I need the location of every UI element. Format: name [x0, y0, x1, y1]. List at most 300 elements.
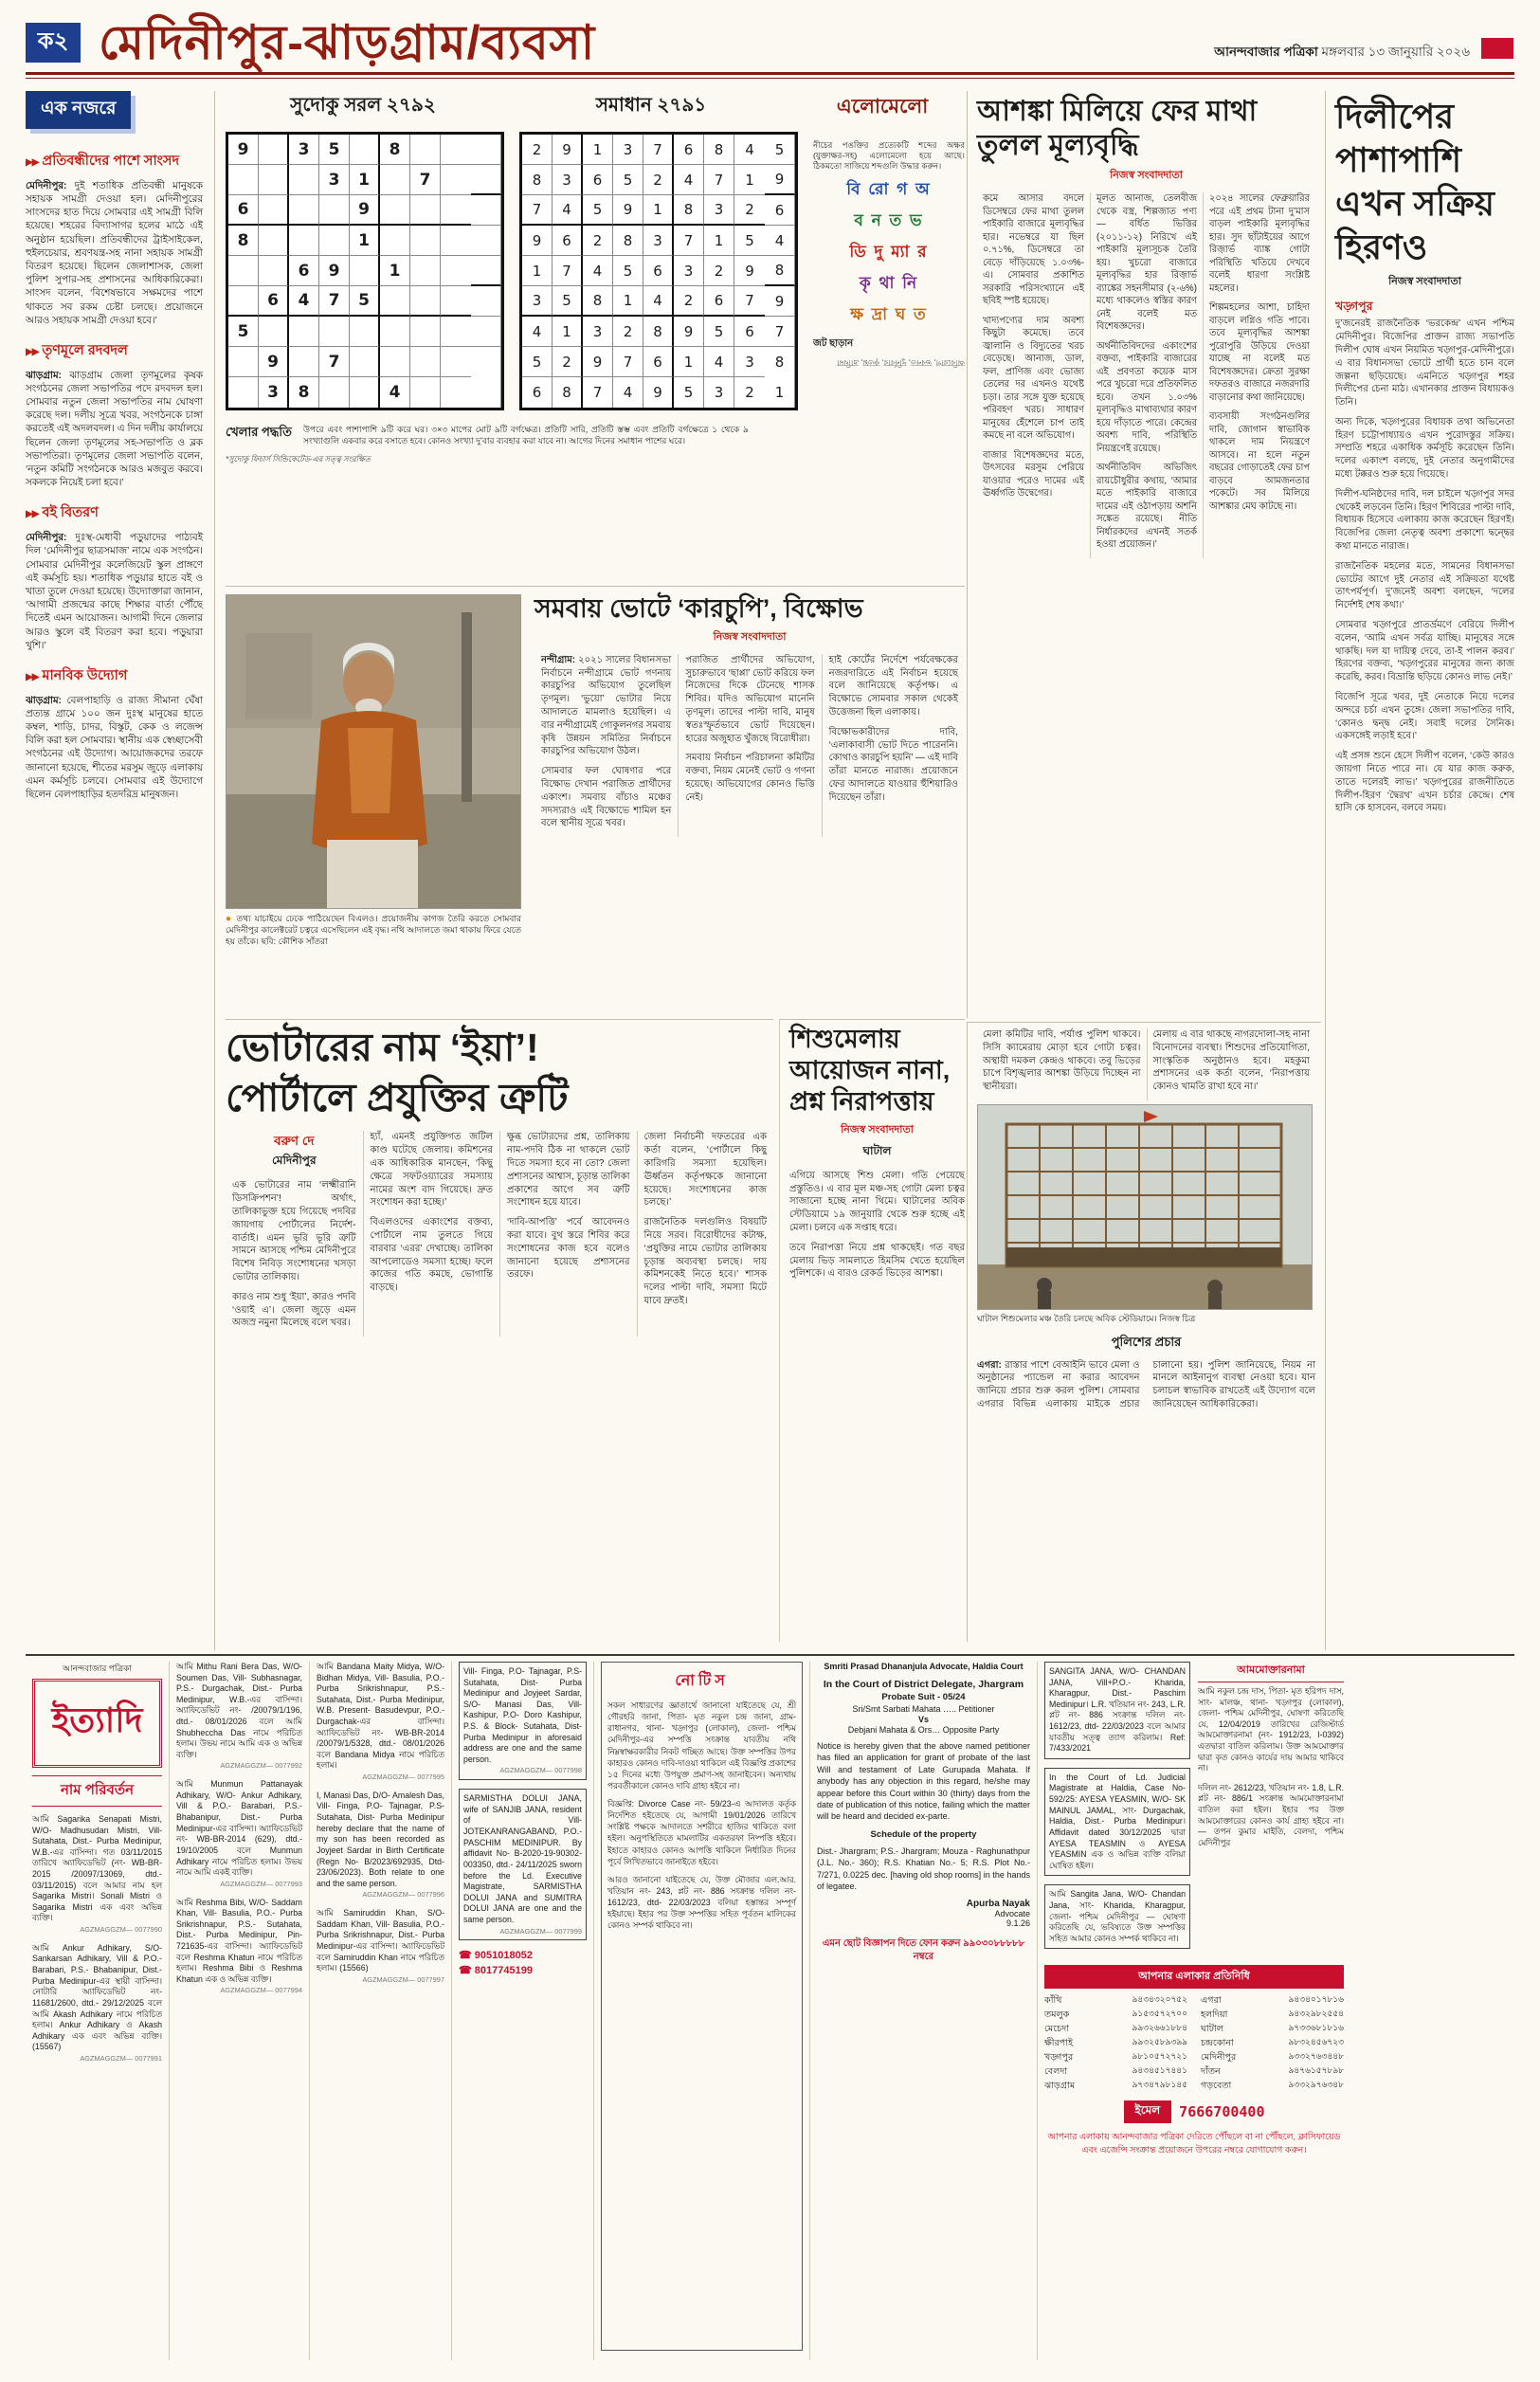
area-name: এগরা: [1201, 1995, 1222, 2007]
sudoku-title: সুদোকু সরল ২৭৯২: [290, 95, 436, 116]
sudoku-solution-cell: 8: [583, 286, 613, 317]
body-paragraph: সোমবার ফল ঘোষণার পরে বিক্ষোভ দেখান পরাজিত প্রার্থীদের একাংশ। সমবায় বাঁচাও মঞ্চের সদস্যরাও এই বিক্ষোভে শামিল হন বলে স্থানীয় সূত্রে খবর।: [541, 766, 672, 829]
sudoku-cell: [441, 135, 471, 165]
sudoku-cell: [441, 286, 471, 317]
dilip-byline: নিজস্ব সংবাদদাতা: [1388, 276, 1461, 288]
area-name: হলদিয়া: [1201, 2009, 1228, 2021]
voter-headline-line2: পোর্টালে প্রযুক্তির ত্রুটি: [226, 1075, 569, 1119]
sudoku-solution-cell: 8: [522, 165, 553, 195]
sudoku-cell: [319, 377, 350, 408]
sudoku-cell: [350, 135, 380, 165]
brief-body: মেদিনীপুর: দুঃস্থ-মেধাবী পড়ুয়াদের পাঠ্যবই দিল ‘মেদিনীপুর ছাত্রসমাজ’ নামে এক সংগঠন। সোমবার মেদিনীপুর কলেজিয়েট স্কুল প্রাঙ্গণে এই কর্মসূচি হয়। শতাধিক পড়ুয়ার হাতে বই ও খাতা তুলে দেওয়া হয়েছে। উদ্যোক্তারা জানান, ‘আগামী প্রজন্মের কাছে শিক্ষার বার্তা পৌঁছে দিতেই এমন আয়োজন। আগামী দিনে জেলার আরও স্কুলে বই বিতরণ করা হবে। পড়ুয়ারা খুশি।’: [26, 533, 203, 651]
sudoku-cell: [289, 317, 319, 347]
voter-article: [226, 1019, 773, 1642]
brief-item: [26, 154, 203, 328]
classified-brand: ইত্যাদি: [32, 1679, 162, 1768]
sudoku-solution-cell: 9: [734, 256, 765, 286]
area-name: ঘাটাল: [1201, 2024, 1223, 2035]
contact-row: [1044, 2100, 1344, 2123]
directory-row: [1044, 1994, 1187, 2009]
sudoku-credit: *সুদোকু ফিচার্স সিন্ডিকেটেড-এর সত্ত্ব সংরক্ষিত: [226, 455, 371, 464]
court-notice-column: [810, 1662, 1038, 2360]
body-paragraph: অন্য দিকে, খড়্গপুরের বিধায়ক তথা অভিনেতা হিরণ চট্টোপাধ্যায়ও এখন পুরোদস্তুর সক্রিয়। সম্প্রতি শহরে একাধিক কর্মসূচি করেছেন তিনি। দলের একাংশ বলছে, দুই নেতার অনুগামীদের মধ্যে টক্করও শুরু হয়ে গিয়েছে।: [1335, 416, 1514, 481]
directory-row: [1201, 2037, 1344, 2051]
arrow-icon: ▶▶: [26, 157, 39, 168]
classified-column-4: [452, 1662, 594, 2360]
sudoku-cell: [441, 165, 471, 195]
sudoku-solution-cell: 9: [583, 347, 613, 377]
sudoku-cell: 8: [289, 377, 319, 408]
caption-bullet-icon: ●: [226, 914, 233, 924]
sudoku-cell: [380, 286, 410, 317]
dilip-dateline: খড়্গপুর: [1335, 300, 1373, 314]
sudoku-cell: [259, 226, 289, 256]
inflation-column-2: [1090, 192, 1203, 558]
classifieds-section: [26, 1654, 1514, 2360]
sudoku-solution-cell: 5: [553, 286, 583, 317]
fair-article-head: [779, 1019, 965, 1642]
method-title: খেলার পদ্ধতি: [226, 425, 292, 439]
sudoku-solution-cell: 7: [613, 347, 643, 377]
dilip-headline: দিলীপের পাশাপাশি এখন সক্রিয় হিরণও: [1335, 97, 1495, 267]
sudoku-solution-cell: 8: [765, 347, 795, 377]
sudoku-cell: 7: [410, 165, 441, 195]
sudoku-cell: [380, 317, 410, 347]
sudoku-solution-cell: 8: [674, 195, 704, 226]
body-paragraph: এগিয়ে আসছে শিশু মেলা। গতি পেয়েছে প্রস্তুতিও। এ বার মূল মঞ্চ-সহ গোটা মেলা চত্বর সাজানো হচ্ছে নানা থিমে। ঘাটালের অবিক স্টেডিয়ামে ১৯ জানুয়ারি থেকে শুরু হচ্ছে এই মেলা। চলবে এক সপ্তাহ ধরে।: [789, 1170, 965, 1233]
sudoku-cell: [319, 317, 350, 347]
sudoku-solution-cell: 4: [553, 195, 583, 226]
sudoku-solution-cell: 8: [643, 317, 674, 347]
ad-code: AGZMAGGZM— 0077999: [499, 1926, 582, 1936]
sudoku-cell: [410, 317, 441, 347]
sudoku-solution-cell: 3: [613, 135, 643, 165]
body-paragraph: রাজনৈতিক দলগুলিও বিষয়টি নিয়ে সরব। বিরোধীদের কটাক্ষ, ‘প্রযুক্তির নামে ভোটার তালিকায় চূড়ান্ত অব্যবস্থা চলছে। দায় কমিশনকেই নিতে হবে।’ শাসক দলের পাল্টা দাবি, সমস্যা মিটে যাবে দ্রুতই।: [643, 1217, 767, 1307]
ad-code: AGZMAGGZM— 0077998: [499, 1766, 582, 1775]
sudoku-cell: [410, 256, 441, 286]
voter-column-3: [499, 1131, 637, 1336]
arrow-icon: ▶▶: [26, 346, 39, 357]
sudoku-cell: [471, 226, 501, 256]
sudoku-solution-cell: 6: [704, 286, 734, 317]
coop-byline: নিজস্ব সংবাদদাতা: [713, 630, 787, 643]
sudoku-cell: [441, 317, 471, 347]
sudoku-solution-cell: 2: [643, 165, 674, 195]
ad-code: AGZMAGGZM— 0077992: [220, 1761, 302, 1771]
agent-strip: আপনার এলাকার প্রতিনিধি: [1044, 1965, 1344, 1989]
body-paragraph: ‘দাবি-আপত্তি’ পর্বে আবেদনও করা যাবে। বুথ স্তরে শিবির করে সংশোধনের কাজ হবে বলেও জানানো হয়েছে প্রশাসনের তরফে।: [507, 1217, 630, 1281]
area-name: ক্ষীরপাই: [1044, 2037, 1074, 2048]
body-paragraph: সমবায় নির্বাচন পরিচালনা কমিটির বক্তব্য, নিয়ম মেনেই ভোট ও গণনা হয়েছে। অভিযোগের কোনও ভিত্তি নেই।: [685, 753, 815, 803]
fair-column-2: [977, 1028, 1147, 1100]
sudoku-cell: [471, 256, 501, 286]
court-case-number: Probate Suit - 05/24: [881, 1692, 966, 1702]
sudoku-cell: [471, 135, 501, 165]
sudoku-cell: [259, 165, 289, 195]
sudoku-solution-cell: 3: [553, 165, 583, 195]
body-paragraph: অর্থনীতিবিদদের একাংশের বক্তব্য, পাইকারি বাজারের এই প্রবণতা কয়েক মাস পরে খুচরো দরে প্রতিফলিত হবে। তখন ১.০৩% মূল্যবৃদ্ধিও মাথাব্যথার কারণ হয়ে দাঁড়াতে পারে। কেন্দ্রের অবশ্য দাবি, পরিস্থিতি নিয়ন্ত্রণেই রয়েছে।: [1096, 340, 1197, 454]
sudoku-solution-cell: 3: [704, 195, 734, 226]
email-chip: ইমেল: [1124, 2100, 1172, 2123]
sudoku-solution-cell: 2: [613, 317, 643, 347]
sudoku-cell: 4: [380, 377, 410, 408]
puzzles-section: [226, 91, 965, 580]
voter-headline-line1: ভোটারের নাম ‘ইয়া’!: [226, 1026, 539, 1069]
jumble-word: বি রো গ অ: [846, 180, 932, 199]
page-number-tag: ক২: [26, 23, 81, 63]
corner-mark: [1481, 38, 1513, 59]
area-phone: ৯৩৩২৯৭৬৩৪৮: [1288, 2080, 1344, 2090]
classified-ad: I, Manasi Das, D/O- Amalesh Das, Vill- Finga, P.O- Tajnagar, P.S- Sutahata, Dist- Purba Medinipur hereby declare that the name of my son has been recorded as Joyjeet Sardar in Birth Certificate (Regn No- B/2023/692935, Dtd- 23/06/2023). Both relate to one and the same person. AGZMAGGZM— 0077996: [317, 1790, 444, 1900]
paper-name: আনন্দবাজার পত্রিকা: [1214, 45, 1318, 59]
boxed-notices: [1044, 1662, 1190, 1957]
fair-headline: শিশুমেলায় আয়োজন নানা, প্রশ্ন নিরাপত্তায়: [789, 1025, 951, 1116]
sudoku-cell: [410, 226, 441, 256]
body-paragraph: ব্যবসায়ী সংগঠনগুলির দাবি, জোগান স্বাভাবিক থাকলে দাম নিয়ন্ত্রণে আসবে। না হলে নতুন বছরের গোড়াতেই ফের চাপ বাড়বে আমজনতার পকেটে। সব মিলিয়ে আশঙ্কার মেঘ কাটছে না।: [1208, 411, 1310, 512]
sudoku-solution-cell: 1: [734, 165, 765, 195]
sudoku-solution-cell: 8: [704, 135, 734, 165]
area-phone: ৯৪৩২৯৮২৫৫৪: [1288, 2009, 1344, 2020]
sudoku-solution-cell: 5: [765, 135, 795, 165]
jumble-puzzle: [813, 132, 965, 410]
body-paragraph: ২০২৪ সালের ফেব্রুয়ারির পরে এই প্রথম টানা দু’মাস বাড়ল পাইকারি মূল্যবৃদ্ধির হার। সুদ ছাঁটাইয়ের আগে রিজ়ার্ভ ব্যাঙ্ক গোটা পরিস্থিতি খতিয়ে দেখবে বলেই ধারণা সংশ্লিষ্ট মহলের।: [1208, 193, 1310, 294]
fair-photo: [977, 1104, 1313, 1310]
brief-body: মেদিনীপুর: দুই শতাধিক প্রতিবন্ধী মানুষকে সহায়ক সামগ্রী দেওয়া হল। মেদিনীপুরের সাংসদের হাত দিয়ে সোমবার এই সামগ্রী বিলি হয়েছে। শহরের বিদ্যাসাগর হলের মাঠে এই অনুষ্ঠান হয়েছিল। প্রতিবন্ধীদের ট্রাইসাইকেল, হুইলচেয়ার, শ্রবণযন্ত্র-সহ নানা সহায়ক সামগ্রী বিতরণ হয়েছে। ছিলেন জেলাশাসক, জেলা পুলিশ সুপার-সহ প্রশাসনের আধিকারিকেরা। সাংসদ বলেন, ‘বিশেষভাবে সক্ষমদের পাশে থাকতে সব রকম চেষ্টা চলছে। প্রয়োজনে আরও সহায়ক সামগ্রী দেওয়া হবে।’: [26, 180, 203, 326]
sudoku-cell: [350, 256, 380, 286]
directory-row: [1201, 2080, 1344, 2094]
sudoku-cell: 4: [289, 286, 319, 317]
boxed-notice: In the Court of Ld. Judicial Magistrate at Haldia, Case No- 592/25: AYESA YEASMIN, W/O- SK MAINUL JAMAL, সাং- Durgachak, Haldia, Dist.- Purba Medinipur। Affidavit dated 30/12/2025 দ্বারা AYESA TEASMIN ও AYESA YEASMIN এক ও অভিন্ন ব্যক্তি বলিয়া ঘোষিত হইল।: [1044, 1768, 1190, 1876]
ad-code: AGZMAGGZM— 0077991: [80, 2053, 162, 2063]
sudoku-solution-cell: 7: [643, 135, 674, 165]
classified-ad: আমি Munmun Pattanayak Adhikary, W/O- Ankur Adhikary, Vill & P.O.- Barabari, P.S.- Bhabanipur, Dist.- Purba Medinipur-এর বাসিন্দা। অ্যাফিডেভিট নং- WB-BR-2014 (629), dtd.- 19/10/2005 বলে Munmun Adhikary নামে পরিচিত হলাম। উভয় নামে আমি একই ব্যক্তি। AGZMAGGZM— 0077993: [176, 1779, 302, 1888]
sudoku-solution-cell: 4: [613, 377, 643, 408]
area-phone: ৯৯৩২৫৮৯৩৯৯: [1132, 2037, 1187, 2047]
sudoku-cell: 7: [319, 347, 350, 377]
area-name: চন্দ্রকোনা: [1201, 2037, 1234, 2048]
notice-paragraph: আরও জানানো যাইতেছে যে, উক্ত মৌজার এল.আর. খতিয়ান নং- 243, প্লট নং- 886 সংক্রান্ত দলিল নং- 1612/23, dtd- 22/03/2023 বলিয়া হস্তান্তর সম্পূর্ণ হইয়াছে। ইহার পর উক্ত সম্পত্তির সহিত পূর্বতন মালিকের কোনও সম্পর্ক থাকিবে না।: [607, 1874, 796, 1931]
power-of-attorney-column: [1198, 1662, 1344, 1957]
sudoku-solution-cell: 7: [674, 226, 704, 256]
sudoku-cell: 6: [228, 195, 259, 226]
arrow-icon: ▶▶: [26, 509, 39, 520]
sudoku-solution-cell: 7: [522, 195, 553, 226]
sudoku-solution-cell: 5: [583, 195, 613, 226]
sudoku-solution-cell: 6: [674, 135, 704, 165]
notice-paragraph: বিজ্ঞপ্তি: Divorce Case নং- 59/23-এ আদালত কর্তৃক নির্দেশিত হইতেছে যে, আগামী 19/01/2026 তারিখে সংশ্লিষ্ট পক্ষকে আদালতে সশরীরে হাজির থাকিতে বলা হইল। অনুপস্থিতিতে মামলাটির একতরফা নিষ্পত্তি হইবে। ইহাতে কাহারও কোনও আপত্তি থাকিলে নির্ধারিত দিনের পূর্বে লিখিতভাবে জানাইতে হইবে।: [607, 1799, 796, 1866]
sudoku-solution-cell: 6: [583, 165, 613, 195]
sudoku-solution-cell: 4: [734, 135, 765, 165]
classified-column-2: [170, 1662, 310, 2360]
sudoku-cell: 1: [350, 165, 380, 195]
petitioner: Sri/Smt Sarbati Mahata ….. Petitioner: [852, 1704, 995, 1714]
jumble-word: ডি দু ম্যা র: [849, 243, 929, 262]
ad-code: AGZMAGGZM— 0077993: [220, 1879, 302, 1888]
sudoku-cell: 5: [319, 135, 350, 165]
sudoku-cell: [228, 347, 259, 377]
sudoku-solution-cell: 9: [613, 195, 643, 226]
ad-code: AGZMAGGZM— 0077990: [80, 1925, 162, 1935]
sudoku-solution-cell: 1: [583, 135, 613, 165]
sudoku-solution-cell: 4: [765, 226, 795, 256]
boxed-notice: আমি Sangita Jana, W/O- Chandan Jana, সাং- Kharida, Kharagpur, জেলা- পশ্চিম মেদিনীপুর — ঘোষণা করিতেছি যে, ভবিষ্যতে উক্ত সম্পত্তির সহিত আমার কোনও সম্পর্ক থাকিবে না।: [1044, 1884, 1190, 1949]
name-change-header: নাম পরিবর্তন: [32, 1775, 162, 1807]
sudoku-cell: [259, 195, 289, 226]
area-name: গড়বেতা: [1201, 2080, 1232, 2091]
sudoku-cell: 9: [259, 347, 289, 377]
area-phone: ৯৪৩৪৩২০৭৫২: [1132, 1995, 1187, 2006]
brief-item: [26, 343, 203, 491]
sudoku-cell: 8: [228, 226, 259, 256]
body-paragraph: অর্থনীতিবিদ অভিজিৎ রায়চৌধুরীর কথায়, ‘আমার মতে পাইকারি বাজারে দামের এই ওঠাপড়ায় অশনি সঙ্কেত রয়েছে। নীতি নির্ধারকদের এখনই সতর্ক হওয়া প্রয়োজন।’: [1096, 463, 1197, 551]
schedule-body: Dist.- Jhargram; P.S.- Jhargram; Mouza - Raghunathpur (J.L. No.- 360); R.S. Khatian No.- 5; R.S. Plot No.- 7/271, 0.0225 dec. [having old shop rooms] in the hands of legatee.: [817, 1846, 1030, 1892]
reporter-name: বরুণ দে: [274, 1134, 315, 1149]
sudoku-cell: [441, 226, 471, 256]
inflation-column-1: [977, 192, 1090, 558]
opposite-party: Debjani Mahata & Ors… Opposite Party: [847, 1725, 1000, 1735]
fair-byline-place: ঘাটাল: [862, 1143, 892, 1157]
area-phone: ৯১৫৩৫৭২৭০০: [1132, 2009, 1187, 2020]
sudoku-cell: 3: [289, 135, 319, 165]
area-name: ঝাড়গ্রাম: [1044, 2080, 1076, 2091]
classified-ad: আমি Bandana Maity Midya, W/O- Bidhan Midya, Vill- Basulia, P.O.- Purba Srikrishnapur, P.S.- Sutahata, Dist.- Purba Medinipur, W.B. Present- Basudevpur, P.O.- Durgachak-এর বাসিন্দা। অ্যাফিডেভিট নং- WB-BR-2014 /20079/1/5328, dtd.- 08/01/2026 বলে Bandana Midya নামে পরিচিত হলাম। AGZMAGGZM— 0077995: [317, 1662, 444, 1782]
area-phone: ৯৩৩২৭৬৩৪৪৮: [1288, 2051, 1344, 2062]
sudoku-solution-cell: 8: [613, 226, 643, 256]
sudoku-solution-cell: 6: [734, 317, 765, 347]
sudoku-solution-cell: 5: [704, 317, 734, 347]
sudoku-cell: [228, 165, 259, 195]
dilip-body: [1335, 318, 1514, 815]
body-paragraph: মেলায় এ বার থাকছে নাগরদোলা-সহ নানা বিনোদনের ব্যবস্থা। শিশুদের প্রতিযোগিতা, সাংস্কৃতিক অনুষ্ঠানও হবে। মহকুমা প্রশাসনের এক কর্তা বলেন, ‘নিরাপত্তায় কোনও খামতি রাখা হবে না।’: [1152, 1029, 1310, 1093]
sudoku-solution-cell: 3: [643, 226, 674, 256]
sudoku-solution-cell: 5: [613, 256, 643, 286]
voter-column-4: [637, 1131, 774, 1336]
brief-title: ▶▶ প্রতিবন্ধীদের পাশে সাংসদ: [26, 154, 180, 169]
area-name: মেচেদা: [1044, 2024, 1070, 2035]
boxed-notice: SANGITA JANA, W/O- CHANDAN JANA, Vill+P.O.- Kharida, Kharagpur, Dist.- Paschim Medinipur। L.R. খতিয়ান নং- 243, L.R. প্লট নং- 886 সংক্রান্ত দলিল নং- 1612/23, dtd- 22/03/2023 বলে আমার যাবতীয় সত্ত্ব ত্যাগ করিলাম। Ref: 7/433/2021: [1044, 1662, 1190, 1759]
sudoku-cell: 8: [380, 135, 410, 165]
jumble-word: ব ন ত ভ: [854, 211, 924, 230]
sudoku-solution-cell: 1: [613, 286, 643, 317]
reporter-place: মেদিনীপুর: [271, 1154, 317, 1168]
body-paragraph: হাই কোর্টের নির্দেশে পর্যবেক্ষকের নজরদারিতে এই নির্বাচন হয়েছে বলে জানিয়েছে কর্তৃপক্ষ। এ বিক্ষোভে সোমবার সকাল থেকেই উত্তেজনা ছিল এলাকায়।: [828, 654, 958, 718]
contact-number: 7666700400: [1179, 2103, 1265, 2121]
fair-sub-body: এগরা: রাস্তার পাশে বেআইনি ভাবে মেলা ও অনুষ্ঠানের প্যান্ডেল না করার আবেদন জানিয়ে প্রচার শুরু করল পুলিশ। সোমবার এগরার বিভিন্ন এলাকায় মাইকে প্রচার চালানো হয়। পুলিশ জানিয়েছে, নিয়ম না মানলে আইনানুগ ব্যবস্থা নেওয়া হবে। যান চলাচল স্বাভাবিক রাখতেই এই উদ্যোগ বলে জানিয়েছেন আধিকারিকেরা।: [977, 1359, 1315, 1410]
sudoku-cell: [471, 317, 501, 347]
fair-photo-block: [977, 1104, 1315, 1325]
coop-photo-block: [226, 594, 521, 1014]
briefs-list: [26, 154, 203, 802]
sudoku-solution-cell: 1: [765, 377, 795, 408]
area-phone: ৯৭৩৪৭৯৮১৪৫: [1132, 2080, 1187, 2090]
fair-photo-caption: ঘাটাল শিশুমেলার মঞ্চ তৈরি চলছে অবিক স্টেডিয়ামে। নিজস্ব চিত্র: [977, 1313, 1196, 1323]
body-paragraph: এক ভোটারের নাম ‘লক্ষ্মীরানি ডিসক্রিপশন’! অর্থাৎ, তালিকাভুক্ত হয়ে গিয়েছে পদবির জায়গায় পোর্টালের নির্দেশ-বার্তাই। এমন ভূরি ভূরি ত্রুটি সামনে আসছে পশ্চিম মেদিনীপুরে বিশেষ নিবিড় সংশোধনের খসড়া ভোটার তালিকায়।: [232, 1180, 356, 1283]
ad-code: AGZMAGGZM— 0077994: [220, 1986, 302, 1995]
classified-right-region: [1038, 1662, 1350, 2360]
sudoku-solution-cell: 2: [583, 226, 613, 256]
sudoku-solution-cell: 7: [734, 286, 765, 317]
sudoku-solution-cell: 6: [522, 377, 553, 408]
classified-ad: আমি Samiruddin Khan, S/O- Saddam Khan, Vill- Basulia, P.O.- Purba Srikrishnapur, Dist.- Purba Medinipur-এর বাসিন্দা। অ্যাফিডেভিট বলে Samiruddin Khan নামে পরিচিত হলাম। (15566) AGZMAGGZM— 0077997: [317, 1908, 444, 1984]
sudoku-solution-cell: 9: [765, 165, 795, 195]
body-paragraph: ক্ষুব্ধ ভোটারদের প্রশ্ন, তালিকায় নাম-পদবি ঠিক না থাকলে ভোট দিতে সমস্যা হবে না তো? জেলা প্রশাসনের আশ্বাস, চূড়ান্ত তালিকা প্রকাশের আগে সব ত্রুটি সংশোধন হয়ে যাবে।: [507, 1132, 630, 1209]
sudoku-solution-cell: 9: [553, 135, 583, 165]
coop-headline: সমবায় ভোটে ‘কারচুপি’, বিক্ষোভ: [534, 594, 863, 623]
briefs-header: এক নজরে: [26, 91, 131, 129]
sudoku-solution-cell: 4: [522, 317, 553, 347]
sudoku-cell: 1: [350, 226, 380, 256]
area-phone: ৯৮৩২৪৫৬৭২৩: [1288, 2037, 1344, 2047]
contact-phone: ☎ 9051018052: [459, 1950, 533, 1962]
coop-article: [226, 586, 965, 1014]
directory-row: [1201, 1994, 1344, 2009]
sudoku-cell: 1: [380, 256, 410, 286]
voter-column-2: [363, 1131, 500, 1336]
sudoku-cell: [441, 347, 471, 377]
sudoku-cell: [350, 347, 380, 377]
classified-column-3: [310, 1662, 452, 2360]
body-paragraph: কমে আসার বদলে ডিসেম্বরে ফের মাথা তুলল পাইকারি বাজারে মূল্যবৃদ্ধির হার। নভেম্বরে যা ছিল ০.৭১%, ডিসেম্বরে তা বেড়ে দাঁড়িয়েছে ১.০৩%-এ। সোমবার প্রকাশিত সরকারি পরিসংখ্যানে এই ছবিই স্পষ্ট হয়েছে।: [983, 193, 1084, 307]
court-title: In the Court of District Delegate, Jhargram: [823, 1679, 1024, 1690]
issue-date: মঙ্গলবার ১৩ জানুয়ারি ২০২৬: [1321, 45, 1470, 59]
area-phone: ৯৯৩২৬৬১৮৮৪: [1132, 2024, 1187, 2034]
sudoku-cell: [410, 347, 441, 377]
directory-row: [1044, 2009, 1187, 2023]
ad-code: AGZMAGGZM— 0077997: [362, 1974, 444, 1984]
sudoku-solution-cell: 5: [522, 347, 553, 377]
sudoku-solution-cell: 7: [583, 377, 613, 408]
sudoku-solution-cell: 9: [522, 226, 553, 256]
classified-ad: আমি Ankur Adhikary, S/O- Sankarsan Adhikary, Vill & P.O.- Barabari, P.S.- Bhabanipur, Dist.- Purba Medinipur-এর স্থায়ী বাসিন্দা। নোটারি অ্যাফিডেভিট নং- 11681/2600, dtd.- 29/12/2025 বলে আমি Akash Adhikary নামে পরিচিত হলাম। Ankur Adhikary ও Akash Adhikary এক এবং অভিন্ন ব্যক্তি। (15567) AGZMAGGZM— 0077991: [32, 1942, 162, 2063]
classified-ad: SARMISTHA DOLUI JANA, wife of SANJIB JANA, resident of Vill- JOTEKANRANGABAND, P.O.- PASCHIM MEDINIPUR. By affidavit No- B-2020-19-90302-003350, dtd.- 24/11/2025 sworn before the Ld. Executive Magistrate, SARMISTHA DOLUI JANA and SUMITRA DOLUI JANA are one and the same person. AGZMAGGZM— 0077999: [459, 1789, 587, 1940]
jumble-intro: নীচের পঙক্তির প্রত্যেকটি শব্দের অক্ষর (যুক্তাক্ষর-সহ) এলোমেলো হয়ে আছে। ঠিকমতো সাজিয়ে শব্দগুলি উদ্ধার করুন।: [813, 139, 965, 171]
sudoku-solution-cell: 1: [674, 347, 704, 377]
sudoku-cell: [228, 377, 259, 408]
sudoku-cell: [471, 377, 501, 408]
sudoku-solution-cell: 2: [704, 256, 734, 286]
coop-column-1: নন্দীগ্রাম: ২০২১ সালের বিধানসভা নির্বাচনে নন্দীগ্রামে ভোট গণনায় কারচুপির অভিযোগ তুলেছিল তৃণমূল। ‘ভুয়ো’ ভোটার নিয়ে আদালতে মামলাও হয়েছিল। এ বার নন্দীগ্রামেই গোকুলনগর সমবায় কৃষি উন্নয়ন সমিতির নির্বাচনে কারচুপির অভিযোগ উঠল। সোমবার ফল ঘোষণার পরে বিক্ষোভ দেখান পরাজিত প্রার্থীদের একাংশ। সমবায় বাঁচাও মঞ্চের সদস্যরাও এই বিক্ষোভে শামিল হন বলে স্থানীয় সূত্রে খবর।: [541, 654, 672, 829]
fair-column-3: [1147, 1028, 1316, 1100]
sudoku-solution-cell: 5: [613, 165, 643, 195]
area-name: বেলদা: [1044, 2065, 1068, 2077]
classified-ad: আমি Mithu Rani Bera Das, W/O- Soumen Das, Vill- Subhasnagar, P.S.- Durgachak, Dist.- Purba Medinipur, W.B.-এর বাসিন্দা। অ্যাফিডেভিট নং- /20079/1/196, dtd.- 08/01/2026 বলে আমি Shubheccha Das নামে পরিচিত হলাম। উভয় নামে আমি এক ও অভিন্ন ব্যক্তি। AGZMAGGZM— 0077992: [176, 1662, 302, 1771]
sudoku-solution-cell: 6: [643, 347, 674, 377]
area-phone: ৯৭৩৩৬৮১৮১৬: [1288, 2024, 1344, 2034]
sudoku-solution-cell: 1: [704, 226, 734, 256]
sudoku-cell: 5: [228, 317, 259, 347]
brief-item: [26, 505, 203, 653]
sudoku-cell: [471, 286, 501, 317]
sudoku-solution-cell: 2: [745, 384, 754, 401]
sudoku-cell: [289, 226, 319, 256]
sudoku-cell: 9: [228, 135, 259, 165]
jumble-answer-label: জট ছাড়ান: [813, 338, 854, 350]
classified-column-brand: [26, 1662, 170, 2360]
body-paragraph: দিলীপ-ঘনিষ্ঠদের দাবি, দল চাইলে খড়্গপুর সদর থেকেই লড়বেন তিনি। হিরণ শিবিরের পাল্টা দাবি, বিধায়ক হিসেবে এলাকায় কাজ করেছেন হিরণই। বিজেপির জেলা নেতৃত্ব অবশ্য প্রকাশ্যে দ্বন্দ্বের কথা মানতে নারাজ।: [1335, 488, 1514, 553]
brief-title: ▶▶ মানবিক উদ্যোগ: [26, 667, 128, 683]
sudoku-cell: [228, 256, 259, 286]
brief-body: ঝাড়গ্রাম: বেলপাহাড়ি ও রাজ্য সীমানা ঘেঁষা প্রত্যন্ত গ্রামে ১০০ জন দুঃস্থ মানুষের হাতে কম্বল, শাড়ি, চাদর, বিস্কুট, কেক ও লজেন্স বিলি করা হল সোমবার। স্থানীয় এক স্বেচ্ছাসেবী সংগঠনের এই উদ্যোগ। আয়োজকদের তরফে জানানো হয়েছে, শীতের মরসুম জুড়ে এলাকায় এমন কর্মসূচি চলবে। সোমবার এই উদ্যোগে ছিলেন বেলপাহাড়ির হতদরিদ্র মানুষজন।: [26, 695, 203, 801]
sudoku-cell: [289, 165, 319, 195]
ad-code: AGZMAGGZM— 0077995: [362, 1773, 444, 1782]
fair-subhead: পুলিশের প্রচার: [1111, 1334, 1182, 1349]
area-phone: ৯৮১০৫৭২৭২১: [1132, 2051, 1187, 2062]
sudoku-cell: [350, 317, 380, 347]
sudoku-cell: 3: [259, 377, 289, 408]
sudoku-solution-cell: 6: [553, 226, 583, 256]
classified-ad: আমি Sagarika Senapati Mistri, W/O- Madhusudan Mistri, Vill- Sutahata, Dist.- Purba Medinipur, W.B.-এর বাসিন্দা। গত 03/11/2015 তারিখে অ্যাফিডেভিট (নং- WB-BR-2015 /20097/13069, dtd.- 03/11/2015) বলে আমার নাম হল Sagarika Mistri। Sonali Mistri ও Sagarika Mistri এক এবং অভিন্ন ব্যক্তি। AGZMAGGZM— 0077990: [32, 1814, 162, 1935]
court-body: Notice is hereby given that the above named petitioner has filed an application for grant of probate of the last Will and testament of Late Gurupada Mahata. If anybody has any objection in this regard, he/she may appear before this Court within 30 (thirty) days from the date of publication of this notice, failing which the matter will be heard and decided ex-parte.: [817, 1741, 1030, 1822]
sudoku-cell: [441, 377, 471, 408]
directory-row: [1044, 2051, 1187, 2065]
sudoku-solution-cell: 8: [765, 256, 795, 286]
body-paragraph: বিক্ষোভকারীদের দাবি, ‘এলাকাবাসী ভোট দিতে পারেননি। কোথাও কারচুপি হয়নি’ — এই দাবি তাঁরা মানতে নারাজ। প্রয়োজনে ফের আদালতে যাওয়ার হুঁশিয়ারিও দিয়েছেন তাঁরা।: [828, 726, 958, 803]
area-phone: ৯৪৩৪০১৭৮১৬: [1288, 1995, 1344, 2006]
sudoku-solution-cell: 8: [553, 377, 583, 408]
solution-title: সমাধান ২৭৯১: [595, 95, 707, 116]
body-paragraph: সোমবার খড়্গপুরে প্রাতর্ভ্রমণে বেরিয়ে দিলীপ বলেন, ‘আমি এখন সর্বত্র যাচ্ছি। মানুষের সঙ্গে থাকছি। দল যা দায়িত্ব দেবে, তা-ই পালন করব।’ হিরণের বক্তব্য, ‘খড়্গপুরের মানুষের জন্য কাজ করেছি, করব। বিভ্রান্তি ছড়িয়ে কোনও লাভ নেই।’: [1335, 620, 1514, 683]
body-paragraph: হ্যাঁ, এমনই প্রযুক্তিগত জটিল কাণ্ড ঘটেছে জেলায়। কমিশনের এক আধিকারিক মানছেন, ‘কিছু ক্ষেত্রে সফটওয়্যারের সমস্যায় নামের অংশ বাদ গিয়েছে। দ্রুত সংশোধন করা হচ্ছে।’: [370, 1132, 493, 1209]
sudoku-cell: [410, 377, 441, 408]
sudoku-cell: [380, 195, 410, 226]
small-ad-phone-note: এমন ছোট বিজ্ঞাপন দিতে ফোন করুন ৯৯০৩০৮৮৮৮৮ নম্বরে: [822, 1938, 1025, 1962]
circulation-note: আপনার এলাকায় আনন্দবাজার পত্রিকা দেরিতে পৌঁছলে বা না পৌঁছলে, ক্লাসিফায়েড এবং এজেন্সি সংক্রান্ত প্রয়োজনে উপরের নম্বরে যোগাযোগ করুন।: [1047, 2131, 1341, 2155]
ad-code: AGZMAGGZM— 0077996: [362, 1890, 444, 1900]
body-paragraph: শিল্পমহলের আশা, চাহিদা বাড়লে লগ্নিও গতি পাবে। তবে মূল্যবৃদ্ধির আশঙ্কা পুরোপুরি উড়িয়ে দেওয়া যাচ্ছে না বলেই মত বিশেষজ্ঞদের। ক্রেতা সুরক্ষা দফতরও বাজারে নজরদারি বাড়ানোর কথা জানিয়েছে।: [1208, 302, 1310, 403]
sudoku-cell: [471, 195, 501, 226]
sudoku-cell: [259, 256, 289, 286]
sudoku-cell: 3: [319, 165, 350, 195]
voter-byline: [232, 1131, 356, 1172]
directory-row: [1201, 2051, 1344, 2065]
body-paragraph: জেলা নির্বাচনী দফতরের এক কর্তা বলেন, ‘পোর্টালে কিছু কারিগরি সমস্যা হয়েছিল। ঊর্ধ্বতন কর্তৃপক্ষকে জানানো হয়েছে। সংশোধনের কাজ চলছে।’: [643, 1132, 767, 1209]
sudoku-solution-cell: 9: [674, 317, 704, 347]
sudoku-method: [226, 424, 965, 446]
sudoku-solution-cell: 1: [643, 195, 674, 226]
sudoku-solution-cell: 5: [734, 226, 765, 256]
body-paragraph: বাজার বিশেষজ্ঞদের মতে, উৎসবের মরসুম পেরিয়ে যাওয়ার পরেও দামের এই ঊর্ধ্বগতি উদ্বেগের।: [983, 449, 1084, 500]
classified-ad: দলিল নং- 2612/23, খতিয়ান নং- 1.8, L.R. প্লট নং- 886/1 সংক্রান্ত আমমোক্তারনামা বাতিল করা হইল। ইহার পর উক্ত আমমোক্তারের কোনও কার্য গ্রাহ্য হইবে না। — তপন কুমার মাইতি, বেলদা, পশ্চিম মেদিনীপুর: [1198, 1782, 1344, 1847]
classified-paper-name: আনন্দবাজার পত্রিকা: [62, 1664, 133, 1673]
directory-row: [1044, 2037, 1187, 2051]
brief-item: [26, 668, 203, 802]
advocate-signature: Smriti Prasad Dhananjula Advocate, Haldia Court: [824, 1662, 1024, 1671]
dilip-article: [1325, 91, 1514, 1650]
advocate-sign-block: Apurba Nayak Advocate 9.1.26: [966, 1899, 1030, 1929]
sudoku-solution-cell: 3: [674, 256, 704, 286]
brief-title: ▶▶ তৃণমূলে রদবদল: [26, 342, 128, 358]
sudoku-cell: [380, 165, 410, 195]
coop-column-3: [822, 654, 965, 837]
sudoku-cell: 5: [350, 286, 380, 317]
sudoku-solution-cell: 3: [583, 317, 613, 347]
directory-row: [1201, 2009, 1344, 2023]
sudoku-solution-cell: 4: [643, 286, 674, 317]
inflation-byline: নিজস্ব সংবাদদাতা: [1110, 170, 1183, 181]
body-paragraph: এই প্রসঙ্গ শুনে হেসে দিলীপ বলেন, ‘কেউ কারও জায়গা নিতে পারে না। যে যার কাজ করুক, তাতে দলেরই লাভ।’ খড়্গপুরের রাজনীতিতে দিলীপ-হিরণ ‘দ্বৈরথ’ এখন চর্চার কেন্দ্রে। শেষ হাসি কে হাসবেন, বলবে সময়।: [1335, 751, 1514, 814]
sudoku-solution-cell: 7: [765, 317, 795, 347]
area-name: খড়্গপুর: [1044, 2051, 1074, 2063]
fair-article-continuation: [967, 1022, 1321, 1642]
sudoku-solution-cell: 7: [553, 256, 583, 286]
sudoku-cell: [319, 195, 350, 226]
area-name: দাঁতন: [1201, 2065, 1221, 2077]
area-phone: ৯৪৭৬১৫৭৮৯৮: [1288, 2065, 1344, 2076]
brief-body: ঝাড়গ্রাম: ঝাড়গ্রাম জেলা তৃণমূলের কৃষক সংগঠনের জেলা সভাপতির পদে রদবদল হল। সোমবার নতুন জেলা সভাপতির নাম ঘোষণা করেছে দল। দলীয় সূত্রে খবর, সংগঠনকে চাঙ্গা করতেই এই অদলবদল। এ দিন দলীয় কার্যালয়ে ছিলেন জেলা তৃণমূলের সহ-সভাপতি ও ব্লক সভাপতিরা। তৃণমূলের জেলা সভাপতি বলেন, ‘নতুন কমিটি সংগঠনকে আরও মজবুত করবে। সকলকে নিয়েই চলা হবে।’: [26, 370, 203, 489]
coop-photo: [226, 594, 521, 909]
agent-directory: [1044, 1994, 1344, 2093]
masthead-rule: [26, 72, 1514, 79]
